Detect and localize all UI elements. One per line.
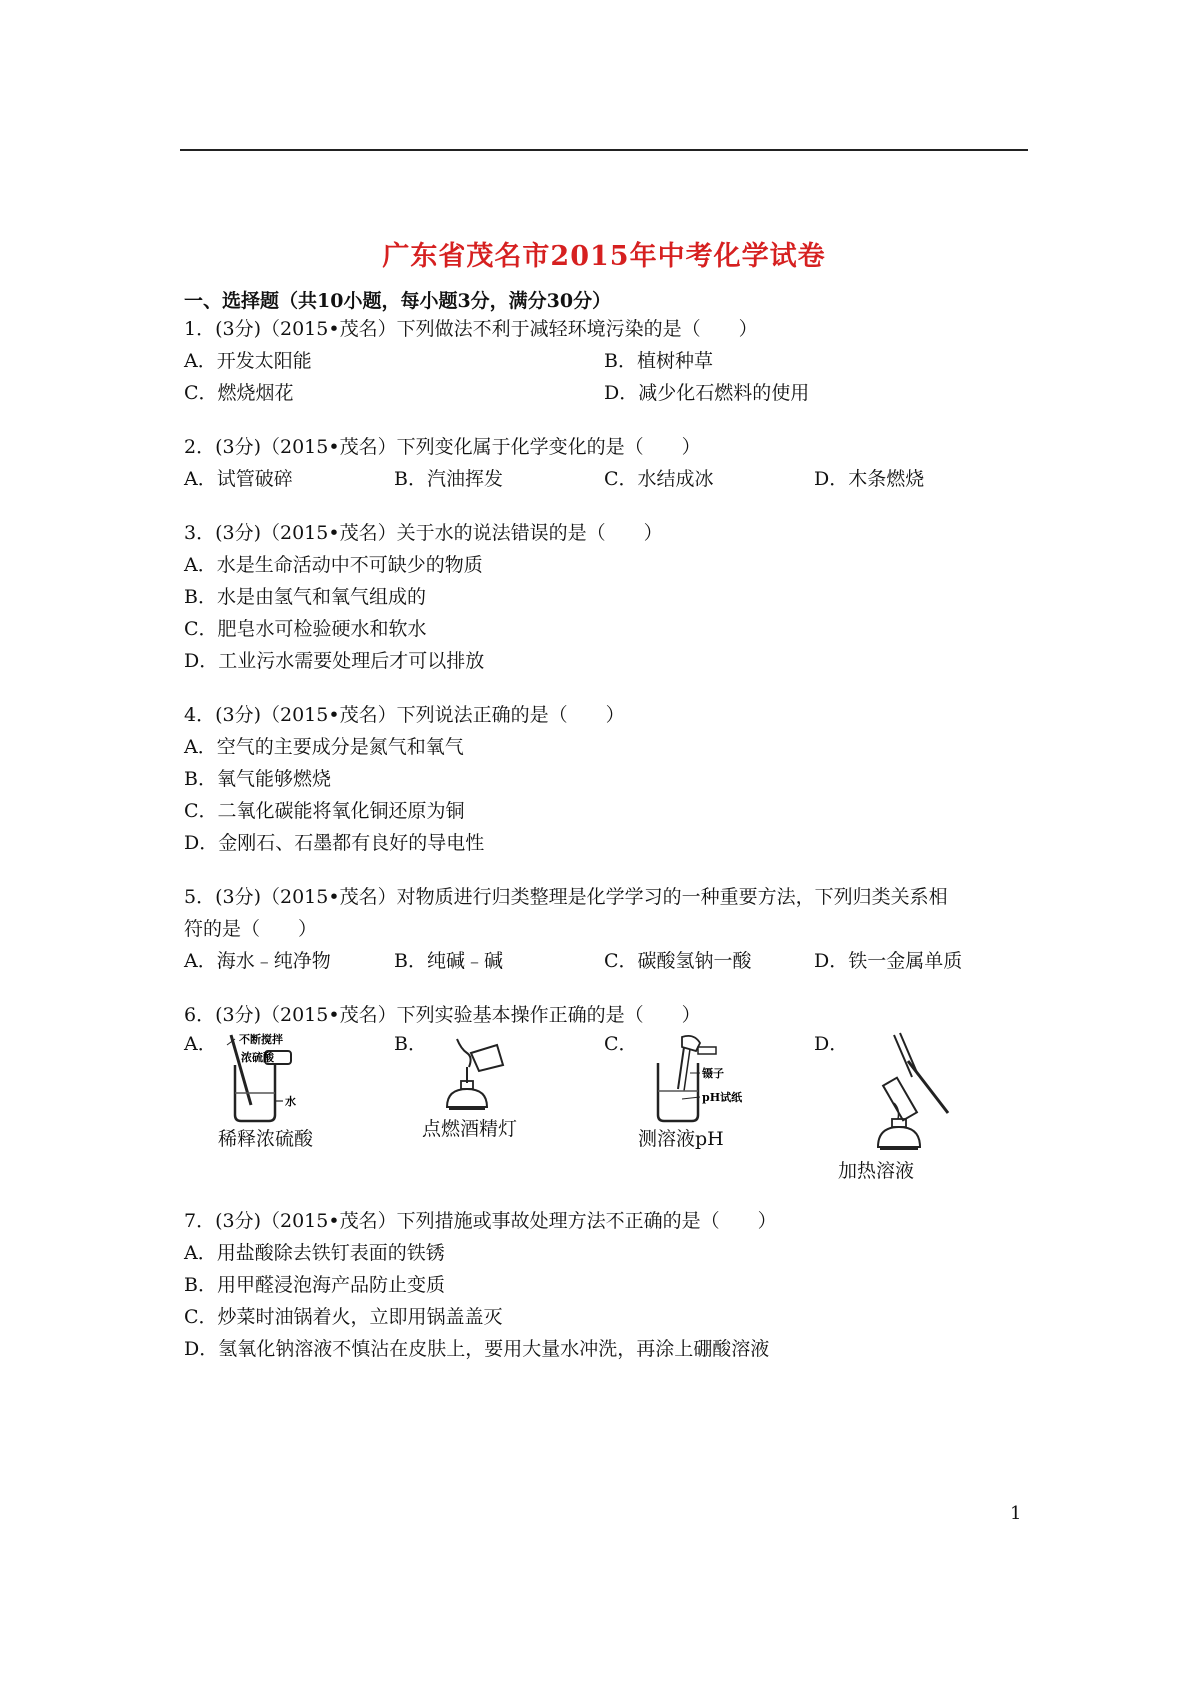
option-a: A．海水﹣纯净物 <box>184 950 331 972</box>
option-c: C．炒菜时油锅着火，立即用锅盖盖灭 <box>184 1306 503 1328</box>
option-c: C．二氧化碳能将氧化铜还原为铜 <box>184 800 465 822</box>
option-b: B．氧气能够燃烧 <box>184 768 331 790</box>
figure-caption: 测溶液pH <box>638 1128 724 1150</box>
option-a: A．用盐酸除去铁钉表面的铁锈 <box>184 1242 445 1264</box>
figure-label-paper: pH试纸 <box>701 1091 742 1104</box>
question-stem: 5．(3分)（2015•茂名）对物质进行归类整理是化学学习的一种重要方法，下列归类关系相 <box>184 886 948 908</box>
page-title: 广东省茂名市2015年中考化学试卷 <box>382 241 826 272</box>
header-rule <box>180 149 1028 151</box>
alcohol-lamp-figure <box>427 1031 527 1125</box>
option-b: B．纯碱﹣碱 <box>394 950 503 972</box>
option-b: B． <box>394 1033 427 1055</box>
question-stem: 7．(3分)（2015•茂名）下列措施或事故处理方法不正确的是（ ） <box>184 1210 777 1232</box>
option-b: B．植树种草 <box>604 350 713 372</box>
option-d: D．铁一金属单质 <box>814 950 963 972</box>
question-5 <box>184 881 1044 977</box>
question-stem: 2．(3分)（2015•茂名）下列变化属于化学变化的是（ ） <box>184 436 701 458</box>
question-stem: 3．(3分)（2015•茂名）关于水的说法错误的是（ ） <box>184 522 663 544</box>
option-a: A．水是生命活动中不可缺少的物质 <box>184 554 483 576</box>
option-d: D．木条燃烧 <box>814 468 925 490</box>
figure-caption: 稀释浓硫酸 <box>218 1128 314 1150</box>
question-7 <box>184 1205 1044 1365</box>
figure-label-water: 水 <box>284 1095 296 1108</box>
option-c: C． <box>604 1033 638 1055</box>
question-3 <box>184 517 1044 677</box>
page-number: 1 <box>1010 1503 1022 1524</box>
option-b: B．汽油挥发 <box>394 468 503 490</box>
option-c: C．燃烧烟花 <box>184 382 294 404</box>
dilute-acid-figure <box>217 1031 327 1125</box>
questions <box>184 313 1044 1387</box>
option-c: C．肥皂水可检验硬水和软水 <box>184 618 427 640</box>
section-heading: 一、选择题（共10小题，每小题3分，满分30分） <box>184 290 612 312</box>
question-6 <box>184 999 1044 1185</box>
question-stem: 1．(3分)（2015•茂名）下列做法不利于减轻环境污染的是（ ） <box>184 318 758 340</box>
option-d: D． <box>814 1033 849 1055</box>
option-a: A．空气的主要成分是氮气和氧气 <box>184 736 464 758</box>
heat-solution-figure <box>848 1031 958 1157</box>
question-1 <box>184 313 1044 409</box>
option-d: D．工业污水需要处理后才可以排放 <box>184 650 485 672</box>
option-d: D．氢氧化钠溶液不慎沾在皮肤上，要用大量水冲洗，再涂上硼酸溶液 <box>184 1338 770 1360</box>
question-4 <box>184 699 1044 859</box>
question-stem: 6．(3分)（2015•茂名）下列实验基本操作正确的是（ ） <box>184 1004 701 1026</box>
option-d: D．金刚石、石墨都有良好的导电性 <box>184 832 485 854</box>
option-b: B．用甲醛浸泡海产品防止变质 <box>184 1274 445 1296</box>
option-a: A．试管破碎 <box>184 468 293 490</box>
ph-test-figure <box>638 1031 748 1125</box>
figure-label-tweezers: 镊子 <box>701 1067 724 1080</box>
option-a: A． <box>184 1033 217 1055</box>
figure-label-stir: 不断搅拌 <box>238 1033 283 1046</box>
option-b: B．水是由氢气和氧气组成的 <box>184 586 426 608</box>
option-d: D．减少化石燃料的使用 <box>604 382 810 404</box>
question-stem: 4．(3分)（2015•茂名）下列说法正确的是（ ） <box>184 704 625 726</box>
option-c: C．水结成冰 <box>604 468 714 490</box>
figure-caption: 加热溶液 <box>838 1160 915 1182</box>
figure-caption: 点燃酒精灯 <box>422 1118 518 1140</box>
option-a: A．开发太阳能 <box>184 350 312 372</box>
question-stem-cont: 符的是（ ） <box>184 918 318 940</box>
option-c: C．碳酸氢钠一酸 <box>604 950 752 972</box>
question-2 <box>184 431 1044 495</box>
figure-label-acid: 浓硫酸 <box>240 1051 274 1064</box>
